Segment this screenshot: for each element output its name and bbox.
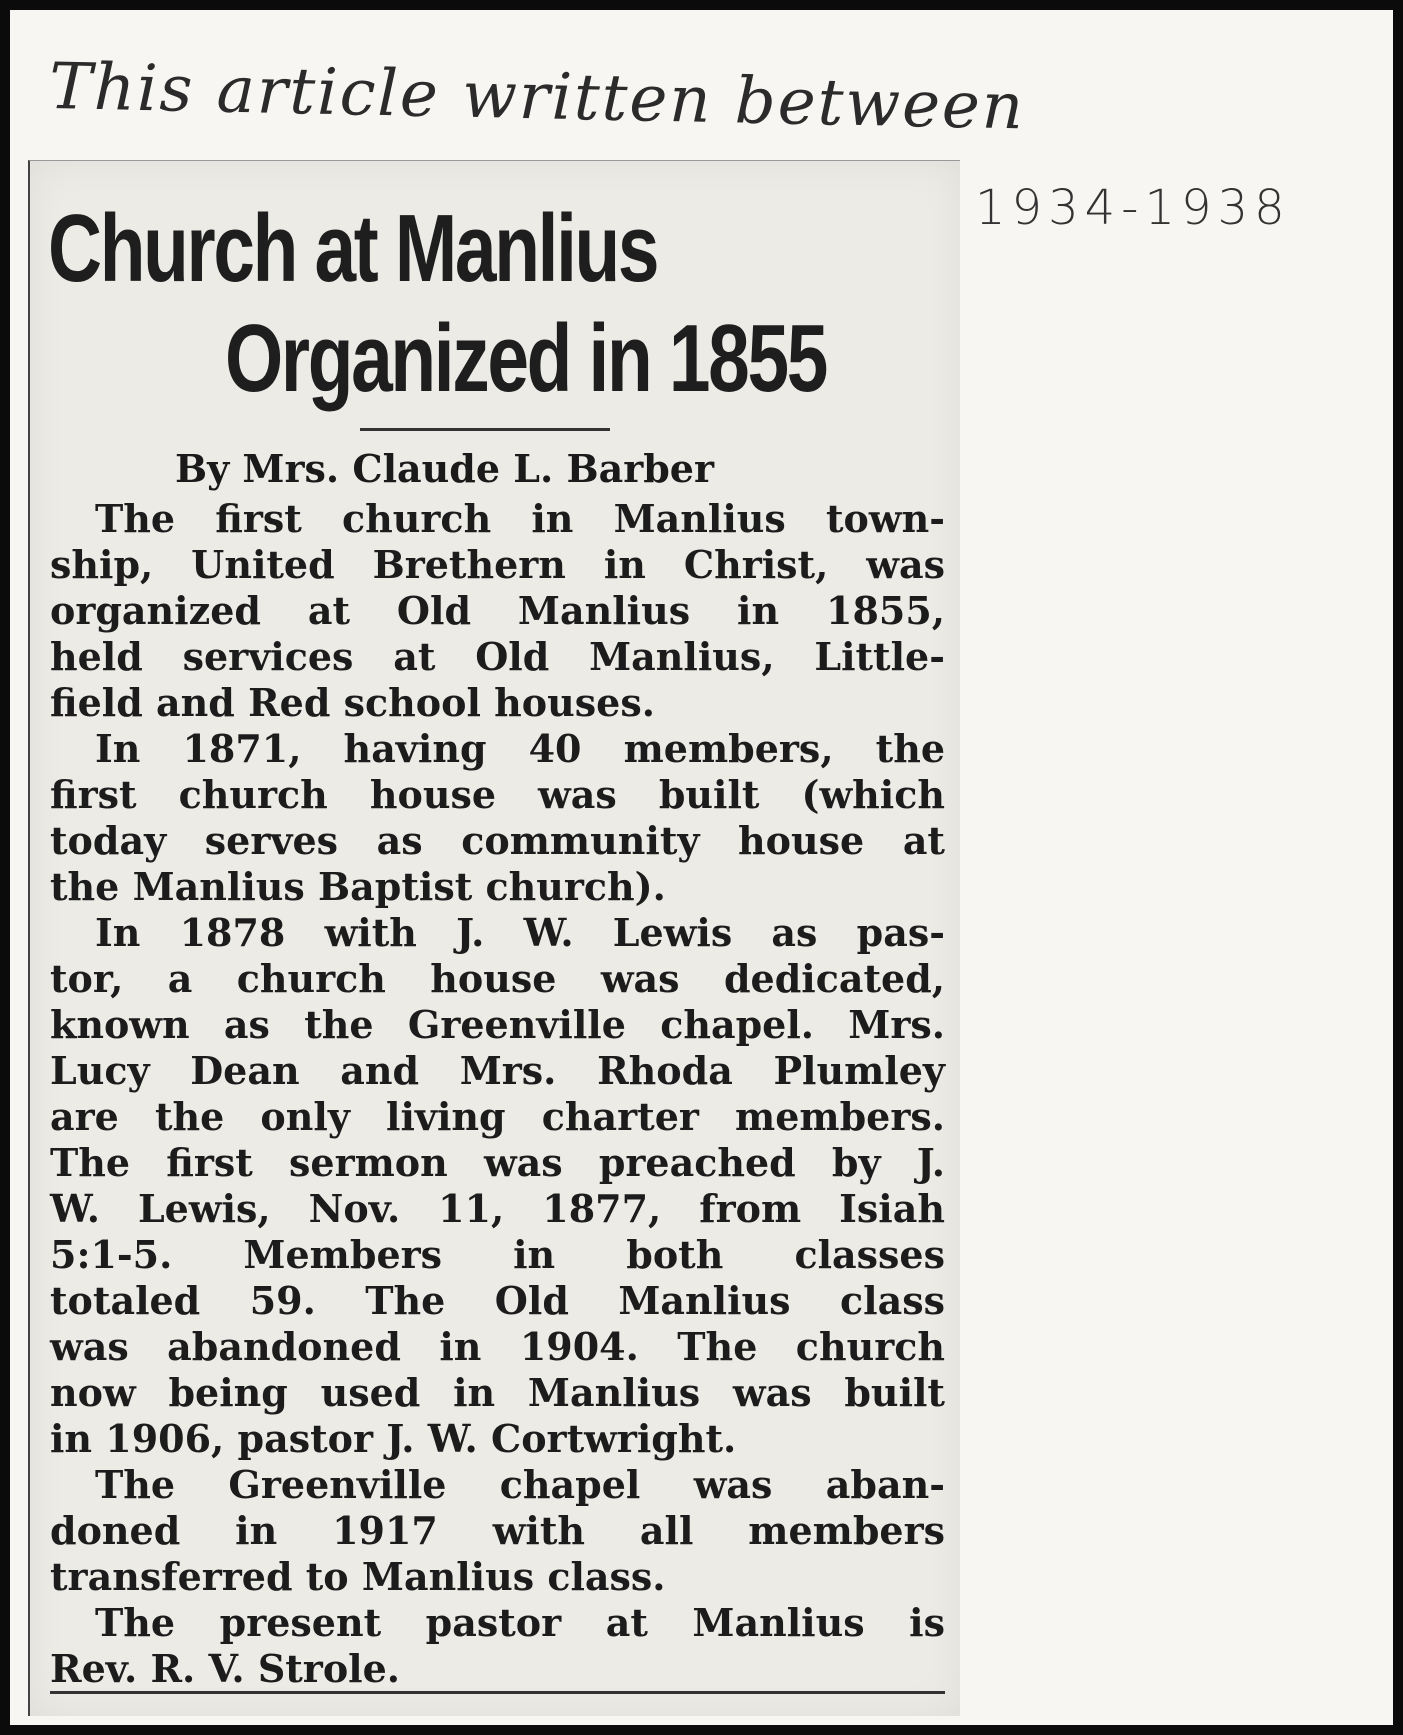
article-line: The Greenville chapel was aban- (95, 1462, 945, 1507)
handwritten-note: This article written between (48, 50, 1026, 145)
article-line: Rev. R. V. Strole. (50, 1646, 401, 1691)
newspaper-clipping (28, 160, 960, 1716)
article-line: 5:1-5. Members in both classes (50, 1232, 945, 1277)
article-body (50, 496, 945, 1692)
scrapbook-page (10, 10, 1393, 1725)
article-line: was abandoned in 1904. The church (50, 1324, 945, 1369)
handwritten-dates: 1934-1938 (975, 180, 1291, 236)
article-line: are the only living charter members. (50, 1094, 945, 1139)
article-line: tor, a church house was dedicated, (50, 956, 945, 1001)
article-line: totaled 59. The Old Manlius class (50, 1278, 945, 1323)
article-line: held services at Old Manlius, Little- (50, 634, 945, 679)
article-line: first church house was built (which (50, 772, 945, 817)
article-line: known as the Greenville chapel. Mrs. (50, 1002, 945, 1047)
article-line: Lucy Dean and Mrs. Rhoda Plumley (50, 1048, 945, 1093)
headline-divider (360, 428, 610, 431)
article-line: the Manlius Baptist church). (50, 864, 666, 909)
article-line: W. Lewis, Nov. 11, 1877, from Isiah (50, 1186, 945, 1231)
article-line: field and Red school houses. (50, 680, 655, 725)
headline-line-1: Church at Manlius (48, 195, 658, 302)
byline: By Mrs. Claude L. Barber (175, 446, 714, 491)
article-line: The first church in Manlius town- (95, 496, 945, 541)
article-line: In 1878 with J. W. Lewis as pas- (95, 910, 945, 955)
article-line: The first sermon was preached by J. (50, 1140, 945, 1185)
headline-line-2: Organized in 1855 (225, 305, 827, 412)
article-line: ship, United Brethern in Christ, was (50, 542, 945, 587)
article-line: in 1906, pastor J. W. Cortwright. (50, 1416, 737, 1461)
article-line: In 1871, having 40 members, the (95, 726, 945, 771)
article-line: transferred to Manlius class. (50, 1554, 666, 1599)
article-line: today serves as community house at (50, 818, 945, 863)
article-line: The present pastor at Manlius is (95, 1600, 945, 1645)
article-line: now being used in Manlius was built (50, 1370, 945, 1415)
article-line: doned in 1917 with all members (50, 1508, 945, 1553)
bottom-divider (50, 1691, 945, 1694)
article-line: organized at Old Manlius in 1855, (50, 588, 945, 633)
